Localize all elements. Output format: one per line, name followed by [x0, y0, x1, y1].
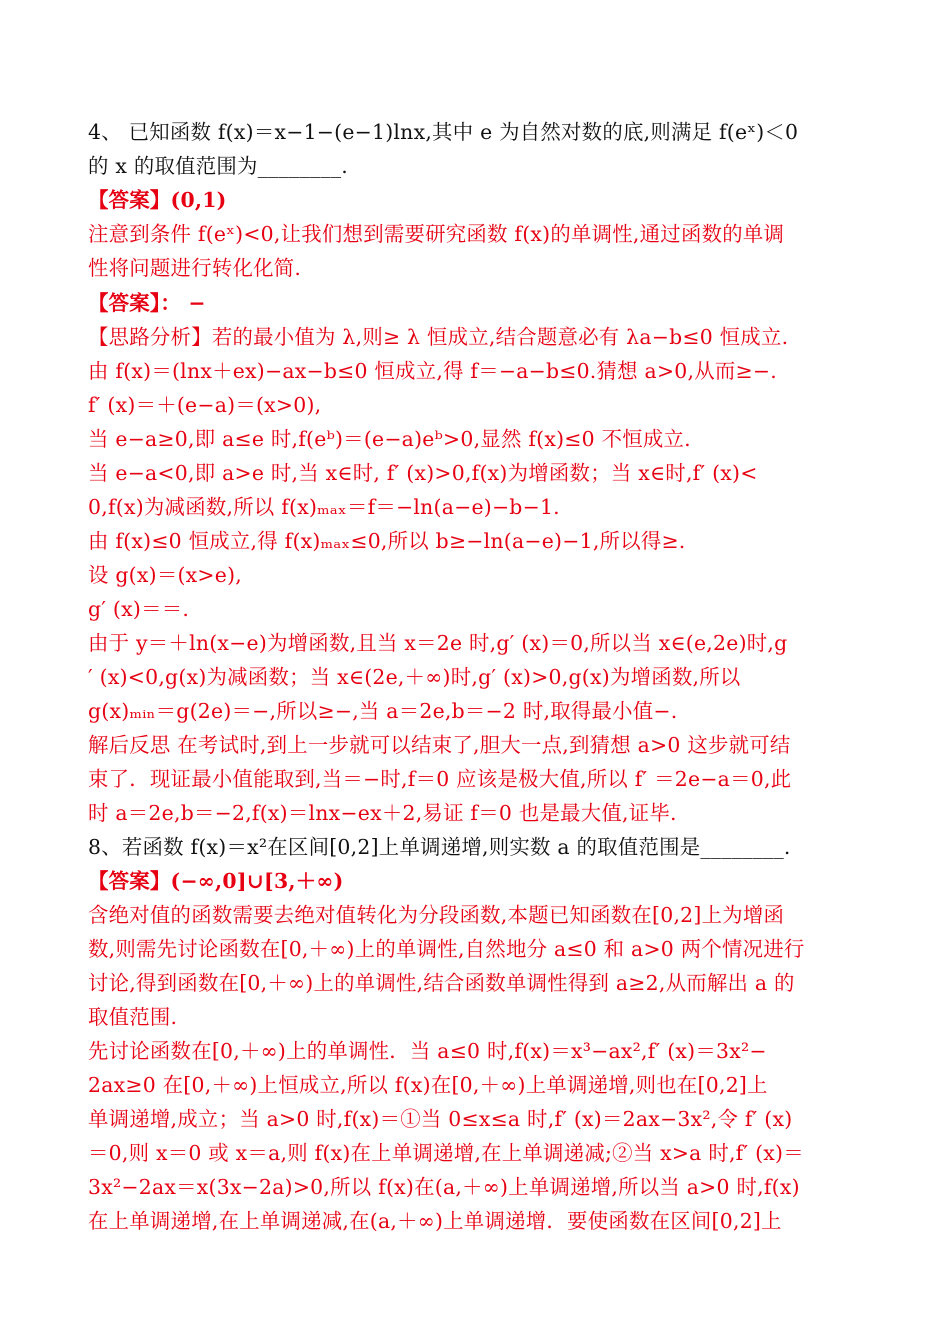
solution-line-10: 由于 y＝＋ln(x−e)为增函数,且当 x＝2e 时,g′ (x)＝0,所以当 x∈(e,2e)时,g	[88, 631, 788, 655]
solution-8-line-6: 在上单调递增,在上单调递减,在(a,＋∞)上单调递增．要使函数在区间[0,2]上	[88, 1209, 782, 1233]
analysis-4-line-1: 注意到条件 f(eˣ)<0,让我们想到需要研究函数 f(x)的单调性,通过函数的单调	[88, 222, 785, 246]
solution-line-8: 设 g(x)＝(x>e),	[88, 563, 243, 587]
solution-8-line-3: 单调递增,成立；当 a>0 时,f(x)＝①当 0≤x≤a 时,f′ (x)＝2ax−3x²,令 f′ (x)	[88, 1107, 793, 1131]
solution-line-1: 【思路分析】若的最小值为 λ,则≥ λ 恒成立,结合题意必有 λa−b≤0 恒成立.	[88, 325, 789, 349]
solution-line-7: 由 f(x)≤0 恒成立,得 f(x)ₘₐₓ≤0,所以 b≥−ln(a−e)−1,所以得≥.	[88, 529, 686, 553]
analysis-8-line-4: 取值范围.	[88, 1005, 178, 1029]
solution-line-11: ′ (x)<0,g(x)为减函数；当 x∈(2e,＋∞)时,g′ (x)>0,g(x)为增函数,所以	[88, 665, 741, 689]
reflection-line-3: 时 a＝2e,b＝−2,f(x)＝lnx−ex＋2,易证 f＝0 也是最大值,证毕.	[88, 801, 677, 825]
solution-8-line-5: 3x²−2ax＝x(3x−2a)>0,所以 f(x)在(a,＋∞)上单调递增,所以当 a>0 时,f(x)	[88, 1175, 800, 1199]
solution-8-line-2: 2ax≥0 在[0,＋∞)上恒成立,所以 f(x)在[0,＋∞)上单调递增,则也在[0,2]上	[88, 1073, 768, 1097]
problem-8-line-1: 8、若函数 f(x)＝x²在区间[0,2]上单调递增,则实数 a 的取值范围是________.	[88, 835, 791, 859]
solution-line-2: 由 f(x)＝(lnx＋ex)−ax−b≤0 恒成立,得 f＝−a−b≤0.猜想 a>0,从而≥−.	[88, 359, 777, 383]
reflection-line-2: 束了．现证最小值能取到,当＝−时,f＝0 应该是极大值,所以 f′ ＝2e−a＝0,此	[88, 767, 792, 791]
solution-line-9: g′ (x)＝＝.	[88, 597, 190, 621]
analysis-4-line-2: 性将问题进行转化化简.	[88, 256, 302, 280]
analysis-8-line-3: 讨论,得到函数在[0,＋∞)上的单调性,结合函数单调性得到 a≥2,从而解出 a 的	[88, 971, 795, 995]
solution-8-line-1: 先讨论函数在[0,＋∞)上的单调性．当 a≤0 时,f(x)＝x³−ax²,f′ (x)＝3x²−	[88, 1039, 767, 1063]
solution-line-6: 0,f(x)为减函数,所以 f(x)ₘₐₓ＝f＝−ln(a−e)−b−1.	[88, 495, 560, 519]
answer-8: 【答案】(−∞,0]∪[3,＋∞)	[88, 869, 344, 893]
answer-4: 【答案】(0,1)	[88, 188, 227, 212]
solution-line-12: g(x)ₘᵢₙ＝g(2e)＝−,所以≥−,当 a＝2e,b＝−2 时,取得最小值−.	[88, 699, 678, 723]
reflection-line-1: 解后反思 在考试时,到上一步就可以结束了,胆大一点,到猜想 a>0 这步就可结	[88, 733, 791, 757]
problem-4-line-2: 的 x 的取值范围为________.	[88, 154, 348, 178]
answer-label-2: 【答案】： −	[88, 291, 206, 315]
problem-4-line-1: 4、 已知函数 f(x)＝x−1−(e−1)lnx,其中 e 为自然对数的底,则满足 f(eˣ)＜0	[88, 120, 799, 144]
analysis-8-line-2: 数,则需先讨论函数在[0,＋∞)上的单调性,自然地分 a≤0 和 a>0 两个情况进行	[88, 937, 805, 961]
solution-line-4: 当 e−a≥0,即 a≤e 时,f(eᵇ)＝(e−a)eᵇ>0,显然 f(x)≤0 不恒成立.	[88, 427, 691, 451]
solution-8-line-4: ＝0,则 x＝0 或 x＝a,则 f(x)在上单调递增,在上单调递减;②当 x>a 时,f′ (x)＝	[88, 1141, 804, 1165]
solution-line-3: f′ (x)＝＋(e−a)＝(x>0),	[88, 393, 322, 417]
analysis-8-line-1: 含绝对值的函数需要去绝对值转化为分段函数,本题已知函数在[0,2]上为增函	[88, 903, 785, 927]
solution-line-5: 当 e−a<0,即 a>e 时,当 x∈时, f′ (x)>0,f(x)为增函数；当 x∈时,f′ (x)<	[88, 461, 758, 485]
